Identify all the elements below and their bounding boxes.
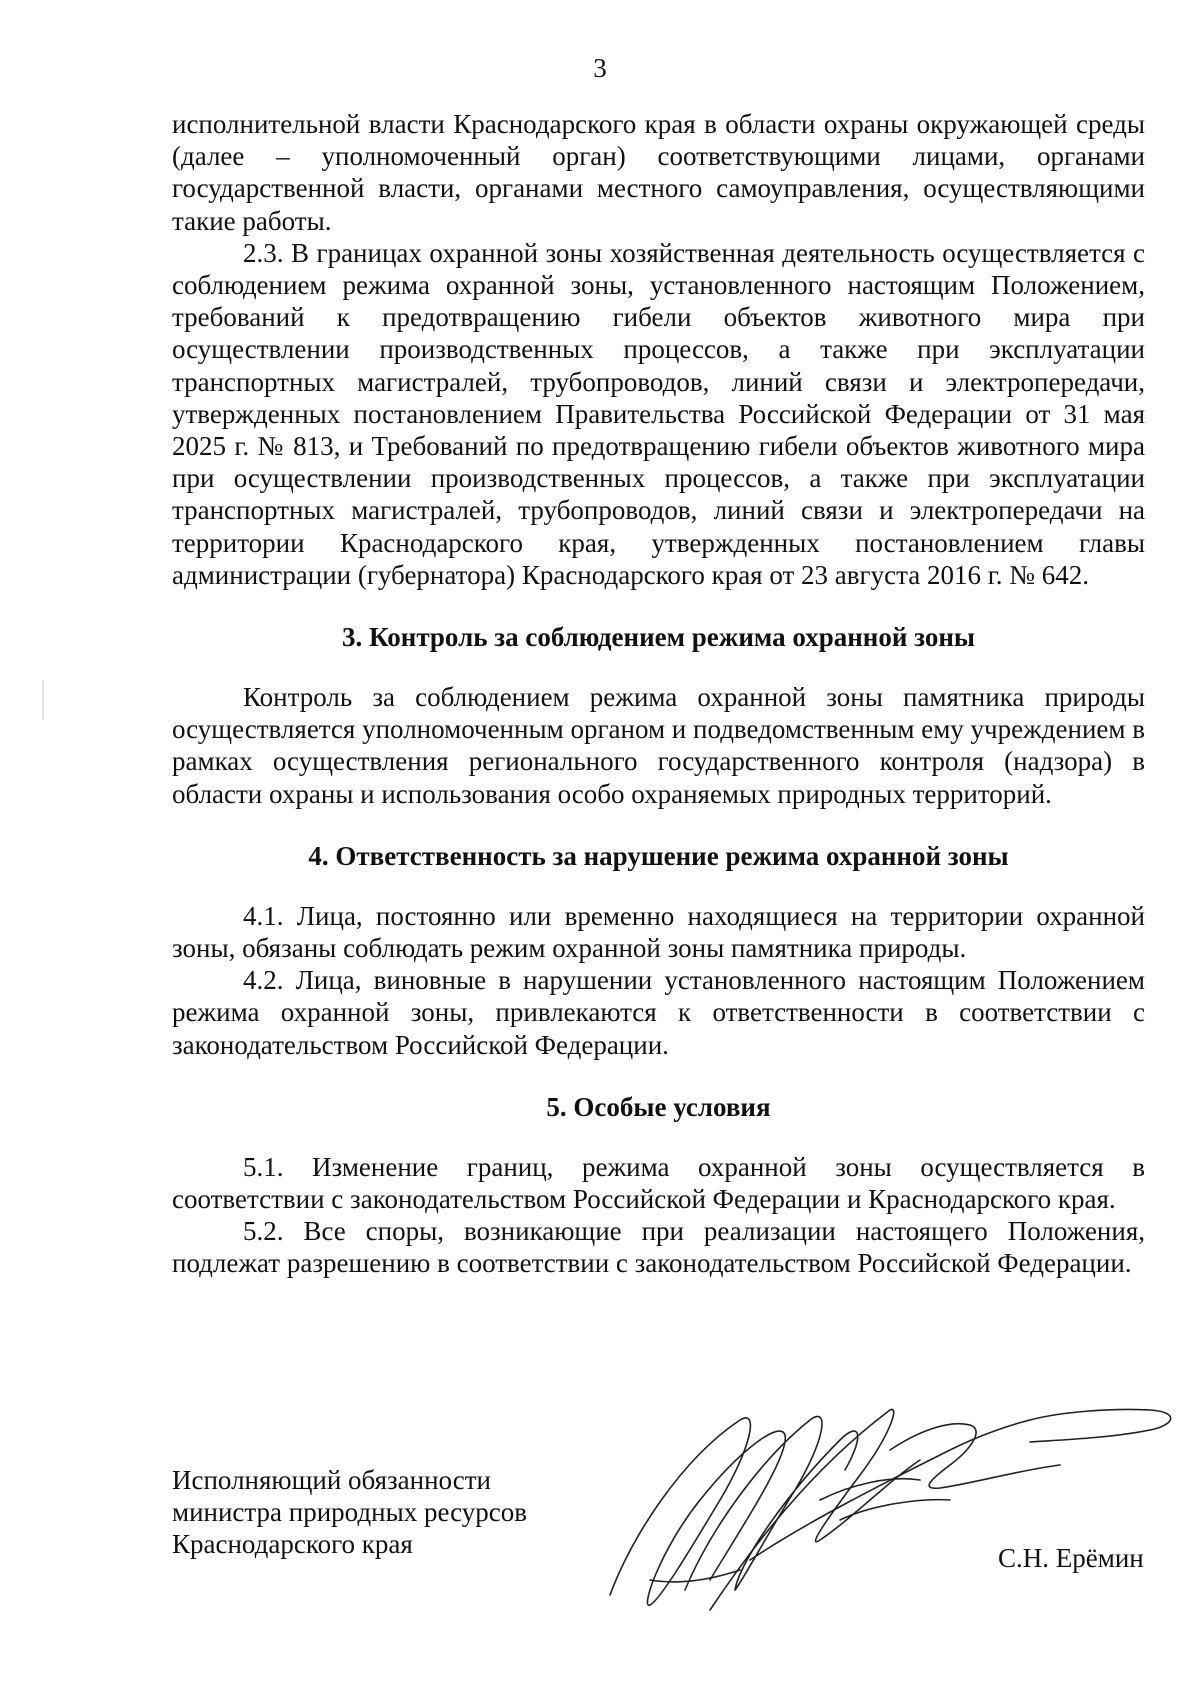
document-body <box>172 108 1145 1280</box>
paragraph-5-2: 5.2. Все споры, возникающие при реализации настоящего Положения, подлежат разрешению в соответствии с законодательством Российской Федерации. <box>172 1216 1145 1279</box>
page-number: 3 <box>593 53 607 83</box>
paragraph-5-1: 5.1. Изменение границ, режима охранной зоны осуществляется в соответствии с законодательством Российской Федерации и Краснодарского края. <box>172 1151 1145 1215</box>
paragraph-4-2: 4.2. Лица, виновные в нарушении установленного настоящим Положением режима охранной зоны, привлекаются к ответственности в соответствии с законодательством Российской Федерации. <box>172 965 1145 1060</box>
position-line-3: Краснодарского края <box>172 1529 413 1559</box>
paragraph-2-3: 2.3. В границах охранной зоны хозяйственная деятельность осуществляется с соблюдением режима охранной зоны, установленного настоящим Положением, требований к предотвращению гибели объектов животного мира при осуществлении производственных процессов, а также при эксплуатации транспортных магистралей, трубопроводов, линий связи и электропередачи, утвержденных постановлением Правительства Российской Федерации от 31 мая 2025 г. № 813, и Требований по предотвращению гибели объектов животного мира при осуществлении производственных процессов, а также при эксплуатации транспортных магистралей, трубопроводов, линий связи и электропередачи на территории Краснодарского края, утвержденных постановлением главы администрации (губернатора) Краснодарского края от 23 августа 2016 г. № 642. <box>172 237 1145 590</box>
paragraph-continued: исполнительной власти Краснодарского края в области охраны окружающей среды (далее – уполномоченный орган) соответствующими лицами, органами государственной власти, органами местного самоуправления, осуществляющими такие работы. <box>172 109 1145 236</box>
signatory-position <box>172 1464 527 1560</box>
section-3-heading: 3. Контроль за соблюдением режима охранной зоны <box>342 622 975 653</box>
section-5-heading: 5. Особые условия <box>546 1091 771 1122</box>
paragraph-section-3: Контроль за соблюдением режима охранной зоны памятника природы осуществляется уполномоченным органом и подведомственным ему учреждением в рамках осуществления регионального государственного контроля (надзора) в области охраны и использования особо охраняемых природных территорий. <box>172 682 1145 809</box>
position-line-2: министра природных ресурсов <box>172 1497 527 1527</box>
section-4-heading: 4. Ответственность за нарушение режима охранной зоны <box>308 840 1009 871</box>
position-line-1: Исполняющий обязанности <box>172 1465 491 1495</box>
handwritten-signature <box>590 1380 1190 1620</box>
paragraph-4-1: 4.1. Лица, постоянно или временно находящиеся на территории охранной зоны, обязаны соблюдать режим охранной зоны памятника природы. <box>172 900 1145 964</box>
scan-artifact <box>40 680 46 720</box>
signatory-name: С.Н. Ерёмин <box>998 1543 1144 1573</box>
